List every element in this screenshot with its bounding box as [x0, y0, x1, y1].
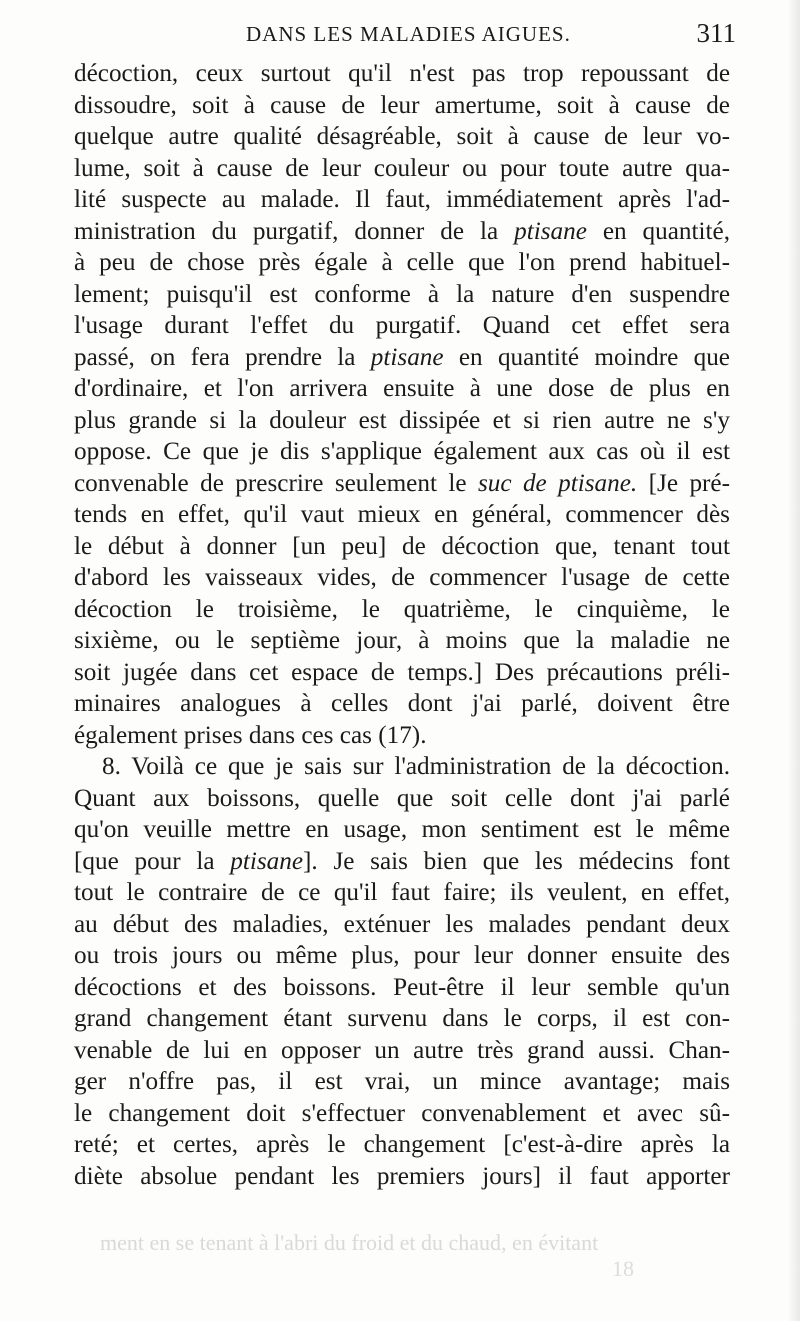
- italic-term: ptisane: [370, 343, 444, 371]
- text-line: [74, 58, 730, 90]
- text-segment: le changement doit s'effectuer convenablement et avec sû-: [74, 1099, 730, 1127]
- text-line: [74, 1035, 730, 1067]
- text-segment: décoction le troisième, le quatrième, le cinquième, le: [74, 595, 730, 623]
- text-segment: sixième, ou le septième jour, à moins que la maladie ne: [74, 627, 730, 654]
- text-segment: à peu de chose près égale à celle que l'on prend habituel-: [74, 249, 730, 276]
- text-line: [74, 846, 730, 878]
- text-segment: décoction, ceux surtout qu'il n'est pas trop repoussant de: [74, 60, 730, 87]
- text-line: [74, 531, 730, 563]
- text-line: [74, 436, 730, 468]
- text-line: [74, 688, 730, 720]
- text-segment: ministration du purgatif, donner de la: [74, 217, 515, 245]
- text-line: [74, 373, 730, 405]
- text-segment: lement; puisqu'il est conforme à la nature d'en suspendre: [74, 280, 730, 308]
- text-line: [74, 499, 730, 531]
- text-line: [74, 216, 730, 248]
- text-line: [74, 121, 730, 153]
- text-segment: également prises dans ces cas (17).: [74, 721, 427, 749]
- italic-term: ptisane: [514, 217, 587, 245]
- text-segment: oppose. Ce que je dis s'applique également aux cas où il est: [74, 438, 730, 465]
- text-line: [74, 562, 730, 594]
- text-line: [74, 405, 730, 437]
- text-segment: en quantité,: [586, 217, 730, 245]
- text-segment: l'usage durant l'effet du purgatif. Quand cet effet sera: [74, 312, 730, 339]
- text-segment: venable de lui en opposer un autre très grand aussi. Chan-: [74, 1036, 730, 1064]
- text-segment: d'abord les vaisseaux vides, de commencer l'usage de cette: [74, 564, 730, 591]
- text-line: [74, 720, 730, 752]
- text-segment: le début à donner [un peu] de décoction que, tenant tout: [74, 532, 730, 560]
- italic-term: ptisane: [230, 847, 304, 875]
- text-segment: diète absolue pendant les premiers jours] il faut apporter: [74, 1162, 730, 1190]
- page-number: 311: [696, 18, 736, 48]
- text-segment: ou trois jours ou même plus, pour leur donner ensuite des: [74, 942, 730, 969]
- text-segment: plus grande si la douleur est dissipée et si rien autre ne s'y: [74, 406, 730, 434]
- text-segment: minaires analogues à celles dont j'ai parlé, doivent être: [74, 690, 730, 717]
- text-line: [74, 594, 730, 626]
- text-line: [74, 1066, 730, 1098]
- bleed-through-number: 18: [612, 1256, 634, 1281]
- text-line: [74, 153, 730, 185]
- text-line: [74, 184, 730, 216]
- italic-term: suc de ptisane.: [477, 469, 638, 497]
- text-line: [74, 1098, 730, 1130]
- text-segment: d'ordinaire, et l'on arrivera ensuite à une dose de plus en: [74, 375, 730, 402]
- text-line: [74, 657, 730, 689]
- text-segment: ger n'offre pas, il est vrai, un mince avantage; mais: [74, 1068, 730, 1095]
- text-line: [74, 751, 730, 783]
- text-segment: lume, soit à cause de leur couleur ou pour toute autre qua-: [74, 154, 730, 182]
- running-title: DANS LES MALADIES AIGUES.: [246, 22, 571, 46]
- text-segment: tout le contraire de ce qu'il faut faire; ils veulent, en effet,: [74, 879, 730, 906]
- text-segment: qu'on veuille mettre en usage, mon sentiment est le même: [74, 816, 730, 843]
- text-segment: au début des maladies, exténuer les malades pendant deux: [74, 910, 730, 938]
- text-segment: reté; et certes, après le changement [c'est-à-dire après la: [74, 1131, 730, 1158]
- text-line: [74, 877, 730, 909]
- text-line: [74, 279, 730, 311]
- text-segment: soit jugée dans cet espace de temps.] Des précautions préli-: [74, 658, 730, 686]
- text-segment: quelque autre qualité désagréable, soit à cause de leur vo-: [74, 123, 730, 150]
- text-segment: Quant aux boissons, quelle que soit celle dont j'ai parlé: [74, 784, 730, 812]
- body-text: [74, 58, 730, 1192]
- text-segment: convenable de prescrire seulement le: [74, 469, 478, 497]
- bleed-through-text: ment en se tenant à l'abri du froid et du chaud, en évitant: [100, 1230, 599, 1255]
- text-line: [74, 342, 730, 374]
- text-segment: tends en effet, qu'il vaut mieux en général, commencer dès: [74, 501, 730, 528]
- text-segment: 8. Voilà ce que je sais sur l'administration de la décoction.: [102, 753, 730, 780]
- text-line: [74, 625, 730, 657]
- text-line: [74, 1129, 730, 1161]
- text-line: [74, 90, 730, 122]
- text-line: [74, 468, 730, 500]
- text-line: [74, 909, 730, 941]
- running-header: [76, 18, 736, 52]
- text-segment: dissoudre, soit à cause de leur amertume, soit à cause de: [74, 91, 730, 119]
- text-line: [74, 310, 730, 342]
- text-segment: [que pour la: [74, 847, 231, 875]
- text-line: [74, 1003, 730, 1035]
- text-segment: ]. Je sais bien que les médecins font: [303, 847, 730, 875]
- text-line: [74, 940, 730, 972]
- text-segment: décoctions et des boissons. Peut-être il leur semble qu'un: [74, 973, 730, 1001]
- text-line: [74, 247, 730, 279]
- text-segment: passé, on fera prendre la: [74, 343, 371, 371]
- text-segment: [Je pré-: [637, 469, 730, 497]
- text-line: [74, 1161, 730, 1193]
- text-segment: en quantité moindre que: [443, 343, 730, 371]
- text-segment: lité suspecte au malade. Il faut, immédiatement après l'ad-: [74, 186, 730, 213]
- page-edge-shadow: [786, 0, 800, 1321]
- text-line: [74, 814, 730, 846]
- text-line: [74, 972, 730, 1004]
- text-segment: grand changement étant survenu dans le corps, il est con-: [74, 1005, 730, 1032]
- text-line: [74, 783, 730, 815]
